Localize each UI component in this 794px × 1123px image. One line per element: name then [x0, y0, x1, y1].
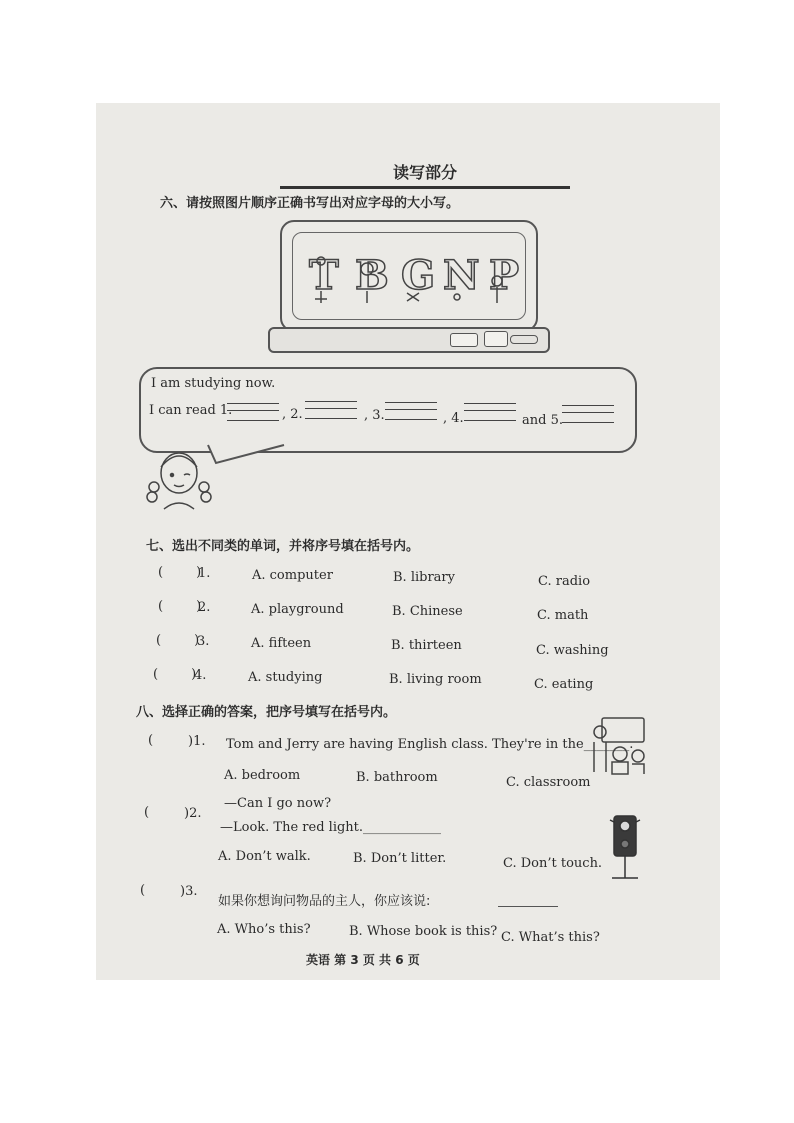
q7-3-number: 3.	[197, 634, 210, 649]
chalk-box-icon	[450, 333, 478, 347]
letter-blank-1[interactable]	[227, 403, 279, 421]
q7-2-option-c: C. math	[537, 608, 589, 623]
svg-text:N: N	[443, 252, 480, 299]
q7-2-number: 2.	[198, 600, 211, 615]
q8-1-option-a: A. bedroom	[224, 768, 301, 783]
q7-4-number: 4.	[194, 668, 207, 683]
letter-blank-2[interactable]	[305, 401, 357, 419]
q7-3-option-b: B. thirteen	[391, 638, 462, 653]
blank-3-label: , 3.	[364, 408, 385, 423]
traffic-light-icon	[606, 808, 644, 886]
q8-3-question: 如果你想询问物品的主人，你应该说:	[218, 894, 431, 909]
section8-heading: 八、选择正确的答案，把序号填写在括号内。	[136, 705, 397, 720]
q8-1-number: )1.	[188, 734, 206, 749]
q7-1-number: 1.	[198, 566, 211, 581]
blank-5-label: and 5.	[522, 413, 563, 428]
section-title: 读写部分	[393, 163, 458, 182]
svg-text:P: P	[489, 252, 520, 299]
q7-4-option-c: C. eating	[534, 677, 594, 692]
answer-paren-7-4[interactable]: ( )	[153, 667, 197, 682]
section7-heading: 七、选出不同类的单词，并将序号填在括号内。	[146, 539, 420, 554]
svg-text:G: G	[401, 252, 436, 299]
q7-1-option-a: A. computer	[252, 568, 333, 583]
answer-paren-7-1[interactable]: ( )	[158, 565, 202, 580]
section6-heading: 六、请按照图片顺序正确书写出对应字母的大小写。	[160, 196, 460, 211]
flower-letters-image	[293, 233, 525, 319]
q8-2-option-a: A. Don’t walk.	[218, 849, 311, 864]
exam-page	[96, 103, 720, 980]
q7-3-option-c: C. washing	[536, 643, 609, 658]
letter-blank-3[interactable]	[385, 402, 437, 420]
eraser-icon	[510, 335, 538, 344]
q8-2-line2: —Look. The red light.____________	[220, 820, 442, 835]
letter-blank-4[interactable]	[464, 403, 516, 421]
q8-3-option-a: A. Who’s this?	[217, 922, 311, 937]
letter-blank-5[interactable]	[562, 405, 614, 423]
q7-2-option-b: B. Chinese	[392, 604, 463, 619]
q8-2-number: )2.	[184, 806, 202, 821]
page-footer: 英语 第 3 页 共 6 页	[306, 953, 420, 967]
classroom-illustration	[590, 716, 650, 776]
q7-3-option-a: A. fifteen	[251, 636, 312, 651]
svg-text:B: B	[355, 252, 389, 299]
chalk-holder-icon	[484, 331, 508, 347]
q8-3-answer-line	[498, 906, 558, 907]
q8-1-option-c: C. classroom	[506, 775, 591, 790]
q7-1-option-c: C. radio	[538, 574, 591, 589]
q8-2-option-c: C. Don’t touch.	[503, 856, 603, 871]
q8-2-line1: —Can I go now?	[224, 796, 332, 811]
q8-2-option-b: B. Don’t litter.	[353, 851, 447, 866]
q7-2-option-a: A. playground	[251, 602, 344, 617]
q7-1-option-b: B. library	[393, 570, 455, 585]
answer-paren-8-1[interactable]: (	[148, 733, 154, 748]
q8-3-option-b: B. Whose book is this?	[349, 924, 498, 939]
board-ledge	[268, 327, 550, 353]
girl-illustration	[144, 443, 214, 513]
speech-bubble-tail	[206, 443, 286, 467]
q8-3-option-c: C. What’s this?	[501, 930, 600, 945]
blank-4-label: , 4.	[443, 411, 464, 426]
answer-paren-7-2[interactable]: ( )	[158, 599, 202, 614]
title-underline	[280, 186, 570, 189]
answer-paren-7-3[interactable]: ( )	[156, 633, 200, 648]
answer-paren-8-2[interactable]: (	[144, 805, 150, 820]
blackboard-illustration	[280, 220, 538, 332]
q7-4-option-a: A. studying	[248, 670, 323, 685]
q8-1-question: Tom and Jerry are having English class. They're in the_______.	[226, 737, 634, 752]
svg-text:T: T	[309, 252, 339, 299]
sentence-studying: I am studying now.	[151, 376, 276, 391]
q8-1-option-b: B. bathroom	[356, 770, 438, 785]
q7-4-option-b: B. living room	[389, 672, 482, 687]
q8-3-number: )3.	[180, 884, 198, 899]
blank-2-label: , 2.	[282, 407, 303, 422]
answer-paren-8-3[interactable]: (	[140, 883, 146, 898]
read-prefix: I can read 1.	[149, 403, 233, 418]
